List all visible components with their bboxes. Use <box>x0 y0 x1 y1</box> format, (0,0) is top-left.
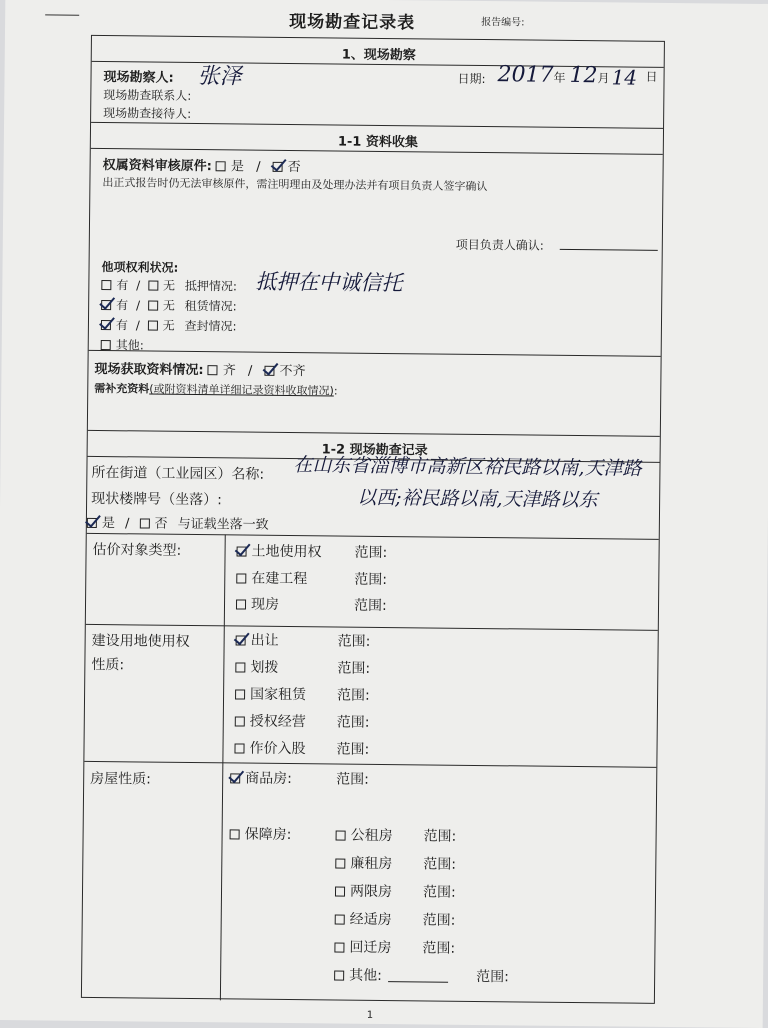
state-lease-checkbox[interactable] <box>235 689 245 699</box>
street-handwritten-value-line2: 以西;裕民路以南,天津路以东 <box>357 486 598 512</box>
street-handwritten-value-line1: 在山东省淄博市高新区裕民路以南,天津路 <box>293 454 642 480</box>
seizure-label: 查封情况: <box>184 318 237 334</box>
land-use-right-checkbox[interactable] <box>237 546 247 556</box>
acquire-complete-checkbox[interactable] <box>208 365 218 375</box>
option-label: 其他: <box>349 967 382 985</box>
option-label: 土地使用权 <box>251 543 322 561</box>
option-label: 在建工程 <box>251 570 308 588</box>
capital-contribution-checkbox[interactable] <box>234 743 244 753</box>
option-label: 授权经营 <box>249 713 306 731</box>
other-checkbox[interactable] <box>101 340 111 350</box>
has-label: 有 <box>116 298 129 313</box>
low-rent-checkbox[interactable] <box>335 859 345 869</box>
other-label: 其他: <box>115 338 144 353</box>
other-rights-label: 他项权利状况: <box>101 260 179 275</box>
range-label: 范围: <box>353 597 387 615</box>
lease-has-checkbox[interactable] <box>101 300 111 310</box>
price-limited-checkbox[interactable] <box>335 887 345 897</box>
lease-none-checkbox[interactable] <box>148 301 158 311</box>
mortgage-handwritten-note: 抵押在中诚信托 <box>255 269 403 296</box>
security-sub-option <box>334 965 448 986</box>
security-sub-option <box>336 825 393 846</box>
receiver-label: 现场勘查接待人: <box>103 106 192 121</box>
supplement-note: (或附资料清单详细记录资料收取情况) <box>149 382 334 398</box>
commercial-checkbox[interactable] <box>230 773 240 783</box>
column-divider <box>220 534 226 1000</box>
range-label: 范围: <box>422 940 456 957</box>
street-label: 所在街道（工业园区）名称: <box>91 464 265 483</box>
other-housing-checkbox[interactable] <box>334 971 344 981</box>
existing-house-checkbox[interactable] <box>236 599 246 609</box>
range-label: 范围: <box>354 571 388 589</box>
date-month-unit: 月 <box>597 71 610 86</box>
page-number: 1 <box>366 1009 374 1021</box>
divider <box>89 350 661 357</box>
ownership-row <box>103 154 301 175</box>
date-year-unit: 年 <box>553 70 566 85</box>
section-heading-collection: 1-1 资料收集 <box>337 134 418 151</box>
mortgage-row <box>101 276 237 294</box>
slash: / <box>124 516 130 532</box>
transfer-checkbox[interactable] <box>236 635 246 645</box>
commercial-option <box>230 767 292 788</box>
slash: / <box>135 318 140 333</box>
valuation-type-option <box>236 567 307 588</box>
option-label: 作价入股 <box>249 740 306 758</box>
form-title: 现场勘查记录表 <box>289 11 416 34</box>
land-use-label-line2: 性质: <box>91 656 125 674</box>
seizure-row <box>101 316 237 334</box>
ownership-note: 出正式报告时仍无法审核原件，需注明理由及处理办法并有项目负责人签字确认 <box>102 176 488 194</box>
surveyor-label: 现场勘察人: <box>103 70 174 86</box>
has-label: 有 <box>116 278 129 293</box>
lease-row <box>101 296 237 314</box>
security-sub-option <box>335 853 392 874</box>
ownership-label: 权属资料审核原件: <box>102 158 212 175</box>
pm-signature-line[interactable] <box>560 249 658 251</box>
mortgage-none-checkbox[interactable] <box>148 281 158 291</box>
consistent-yes-label: 是 <box>101 516 115 532</box>
form-table <box>81 35 665 1004</box>
header-dash <box>45 14 79 15</box>
security-sub-option <box>335 909 392 930</box>
date-day-unit: 日 <box>645 69 658 84</box>
option-label: 划拨 <box>250 659 279 676</box>
ownership-yes-label: 是 <box>230 159 245 175</box>
valuation-type-label: 估价对象类型: <box>92 541 182 559</box>
consistent-text: 与证载坐落一致 <box>177 516 269 533</box>
has-label: 有 <box>115 318 129 333</box>
option-label: 国家租赁 <box>249 686 307 704</box>
option-label: 保障房: <box>244 826 292 844</box>
range-label: 范围: <box>422 884 456 901</box>
section-heading-record: 1-2 现场勘查记录 <box>321 442 428 459</box>
authorized-operation-checkbox[interactable] <box>235 716 245 726</box>
section-heading-survey: 1、现场勘察 <box>341 47 416 64</box>
divider <box>84 761 656 768</box>
supplement-label: 需补充资料 <box>94 381 150 396</box>
consistent-no-checkbox[interactable] <box>140 518 150 528</box>
range-label: 范围: <box>423 856 457 873</box>
consistency-row <box>87 512 269 533</box>
building-label: 现状楼牌号（坐落）: <box>91 490 222 509</box>
affordable-checkbox[interactable] <box>335 915 345 925</box>
option-label: 现房 <box>250 596 280 613</box>
land-use-option <box>235 656 278 676</box>
seizure-has-checkbox[interactable] <box>101 320 111 330</box>
pm-confirm-label: 项目负责人确认: <box>455 237 544 253</box>
security-housing-checkbox[interactable] <box>230 829 240 839</box>
none-label: 无 <box>163 278 176 293</box>
land-use-label-line1: 建设用地使用权 <box>91 632 190 650</box>
range-label: 范围: <box>336 714 370 731</box>
mortgage-has-checkbox[interactable] <box>101 280 111 290</box>
valuation-type-option <box>236 540 321 561</box>
slash: / <box>247 363 253 379</box>
option-label: 商品房: <box>245 770 293 788</box>
house-nature-label: 房屋性质: <box>90 770 151 788</box>
none-label: 无 <box>162 318 175 333</box>
slash: / <box>256 159 261 175</box>
land-use-option <box>234 737 305 758</box>
option-label: 出让 <box>250 632 279 649</box>
contact-label: 现场勘查联系人: <box>103 88 192 103</box>
date-label: 日期: <box>457 71 486 87</box>
slash: / <box>136 278 141 293</box>
range-label: 范围: <box>337 660 371 677</box>
consistent-no-label: 否 <box>154 516 168 532</box>
none-label: 无 <box>162 298 175 313</box>
construction-checkbox[interactable] <box>236 573 246 583</box>
date-year: 2017 <box>497 62 554 88</box>
ownership-yes-checkbox[interactable] <box>216 161 226 171</box>
valuation-type-option <box>236 593 279 613</box>
option-label: 两限房 <box>349 883 393 901</box>
option-label: 公租房 <box>350 827 393 845</box>
range-label: 范围: <box>422 912 456 929</box>
ownership-no-checkbox[interactable] <box>273 162 283 172</box>
consistent-yes-checkbox[interactable] <box>87 518 97 528</box>
range-label: 范围: <box>423 828 457 845</box>
acquire-complete-label: 齐 <box>222 363 236 379</box>
surveyor-signature: 张泽 <box>197 64 242 90</box>
seizure-none-checkbox[interactable] <box>148 321 158 331</box>
option-label: 回迁房 <box>349 939 392 957</box>
range-label: 范围: <box>336 741 370 758</box>
colon: : <box>333 384 338 398</box>
public-rental-checkbox[interactable] <box>336 831 346 841</box>
land-use-option <box>236 629 279 649</box>
date-day: 14 <box>611 65 638 90</box>
option-label: 廉租房 <box>350 855 393 873</box>
mortgage-label: 抵押情况: <box>184 278 238 294</box>
land-use-option <box>235 710 306 731</box>
range-label: 范围: <box>337 633 371 650</box>
acquire-incomplete-label: 不齐 <box>279 363 306 380</box>
acquire-row <box>88 358 305 379</box>
option-label: 经适房 <box>349 911 392 929</box>
date-month: 12 <box>569 62 598 89</box>
report-number-label: 报告编号: <box>481 16 525 29</box>
slash: / <box>135 298 141 313</box>
range-label: 范围: <box>476 968 509 986</box>
range-label: 范围: <box>336 687 370 704</box>
acquire-label: 现场获取资料情况: <box>94 361 204 379</box>
range-label: 范围: <box>354 544 388 562</box>
other-housing-blank[interactable] <box>388 971 448 983</box>
acquire-incomplete-checkbox[interactable] <box>264 366 274 376</box>
range-label: 范围: <box>336 771 369 788</box>
security-sub-option <box>334 937 391 958</box>
security-sub-option <box>335 881 392 902</box>
other-row <box>101 336 144 353</box>
ownership-no-label: 否 <box>287 159 301 176</box>
relocation-checkbox[interactable] <box>334 943 344 953</box>
land-use-option <box>235 683 306 704</box>
lease-label: 租赁情况: <box>184 298 237 314</box>
security-option <box>230 823 292 844</box>
supplement-row <box>94 380 337 399</box>
allocation-checkbox[interactable] <box>235 662 245 672</box>
